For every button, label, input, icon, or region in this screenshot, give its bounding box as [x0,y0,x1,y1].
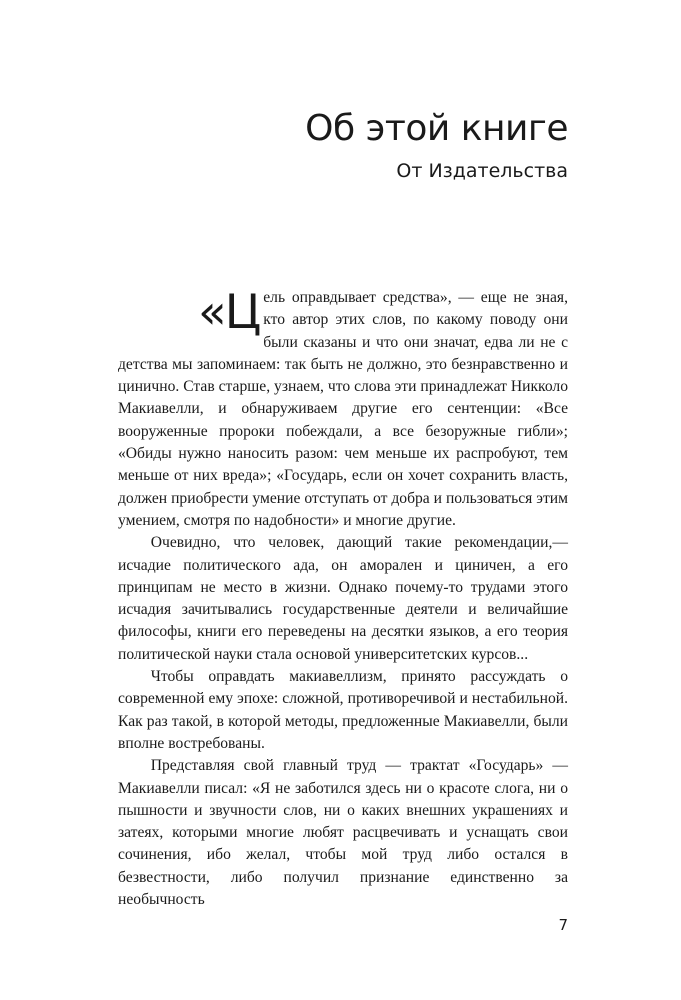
paragraph-4: Представляя свой главный труд — трактат «Государь» — Макиавелли писал: «Я не заботился здесь ни о красоте слога, ни о пышности и звучности слов, ни о каких внешних украшениях и затеях, которыми многие любят расцвечивать и уснащать свои сочинения, ибо желал, чтобы мой труд либо остался в безвестности, либо получил признание единственно за необычность [118,757,568,909]
paragraph-3: Чтобы оправдать макиавеллизм, принято рассуждать о современной ему эпохе: сложной, противоречивой и нестабильной. Как раз такой, в которой методы, предложенные Макиавелли, были вполне востребованы. [118,668,568,752]
page-title: Об этой книге [305,108,568,149]
page-subtitle: От Издательства [396,160,568,182]
drop-cap: «Ц [198,285,260,340]
paragraph-1 [118,287,568,532]
paragraph-1-text: ель оправдывает средства», — еще не зная, кто автор этих слов, по какому поводу они были сказаны и что они значат, едва ли не с детства мы запоминаем: так быть не должно, это безнравственно и цинично. Став старше, узнаем, что слова эти принадлежат Никколо Макиавелли, и обнаруживаем другие его сентенции: «Все вооруженные пророки побеждали, а все безоружные гибли»; «Обиды нужно наносить разом: чем меньше их распробуют, тем меньше от них вреда»; «Государь, если он хочет сохранить власть, должен приобрести умение отступать от добра и пользоваться этим умением, смотря по надобности» и многие другие. [118,289,568,529]
paragraph-2: Очевидно, что человек, дающий такие рекомендации,— исчадие политического ада, он аморален и циничен, а его принципам не место в жизни. Однако почему-то трудами этого исчадия зачитывались государственные деятели и величайшие философы, книги его переведены на десятки языков, а его теория политической науки стала основой университетских курсов... [118,534,568,663]
page-number: 7 [558,916,568,934]
body-text [118,287,568,911]
